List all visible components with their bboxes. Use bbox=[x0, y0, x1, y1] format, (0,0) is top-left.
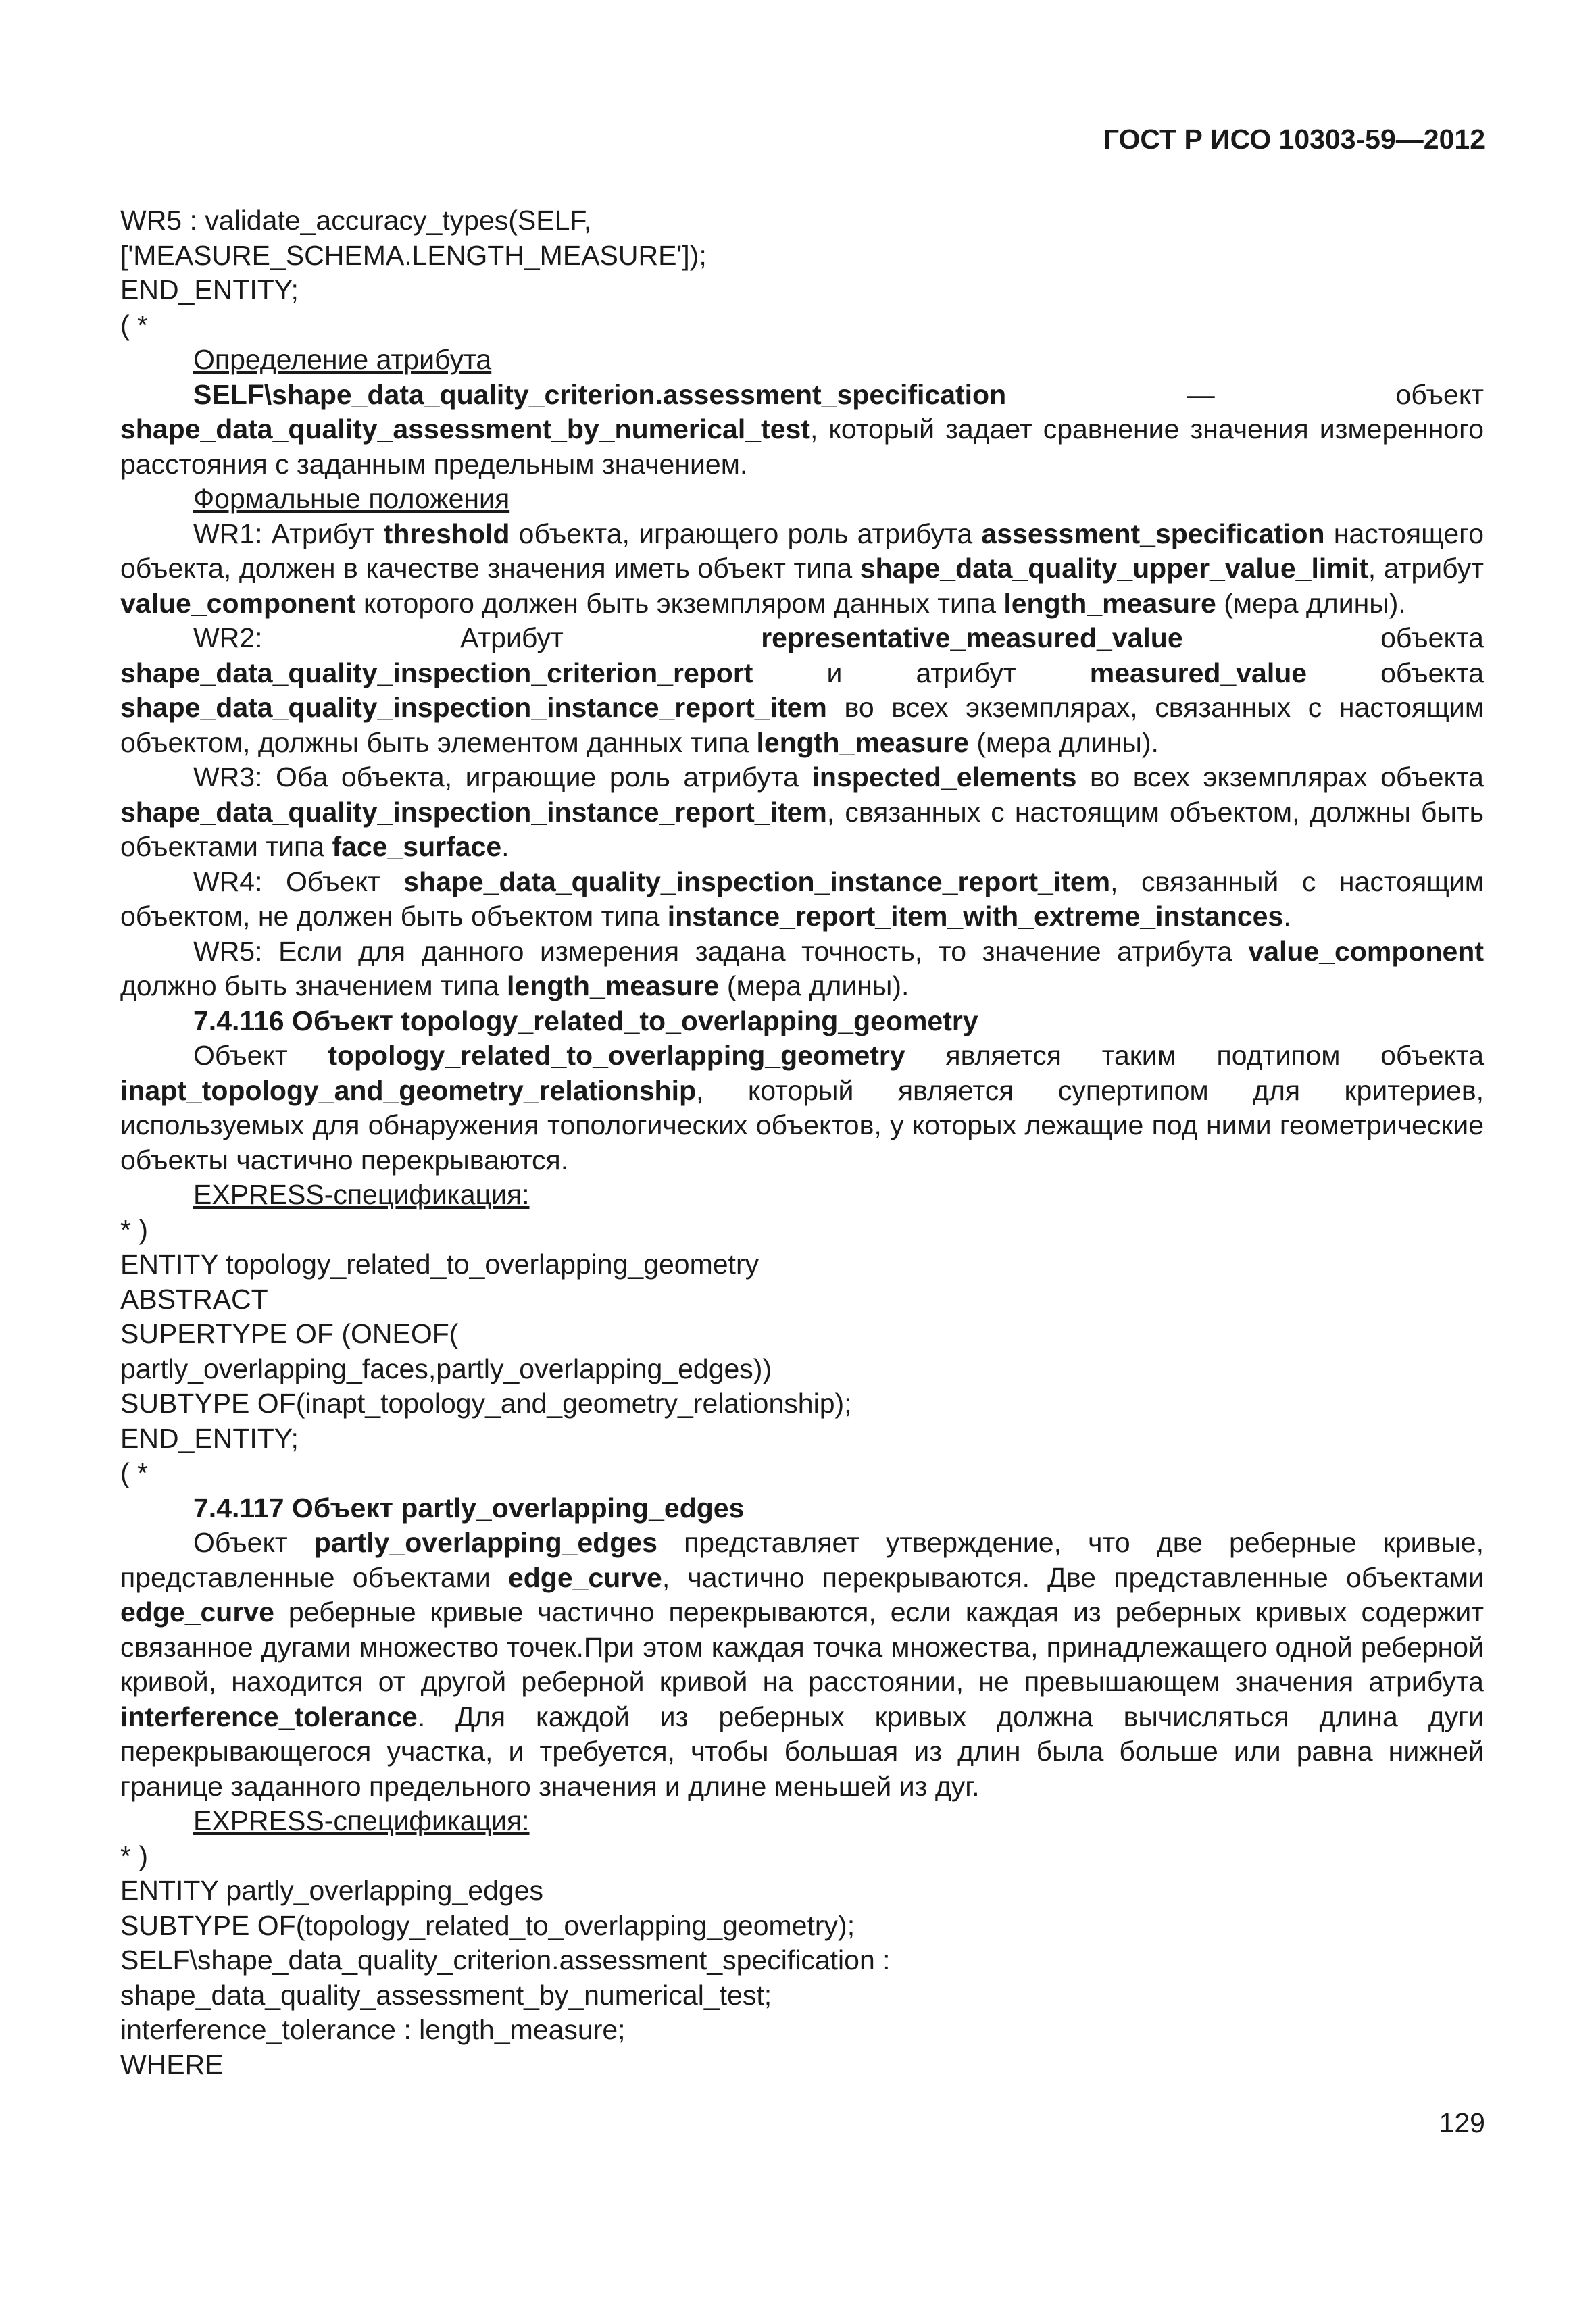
code-line: WR5 : validate_accuracy_types(SELF, bbox=[120, 205, 592, 236]
code-line: SUPERTYPE OF (ONEOF( bbox=[120, 1318, 459, 1349]
code-line: ENTITY partly_overlapping_edges bbox=[120, 1875, 543, 1906]
page-number: 129 bbox=[1439, 2107, 1485, 2138]
section-116-heading: 7.4.116 Объект topology_related_to_overlapping_geometry bbox=[193, 1005, 978, 1036]
rule-wr4: WR4: Объект shape_data_quality_inspection_instance_report_item, связанный с настоящим объектом, не должен быть объектом типа instance_report_item_with_extreme_instances. bbox=[120, 865, 1484, 932]
document-header: ГОСТ Р ИСО 10303-59—2012 bbox=[1103, 124, 1485, 155]
attribute-definition-paragraph: SELF\shape_data_quality_criterion.assessment_specification — объект shape_data_quality_assessment_by_numerical_test, который задает сравнение значения измеренного расстояния с заданным предельным значением. bbox=[120, 378, 1484, 480]
object-name: shape_data_quality_assessment_by_numerical_test bbox=[120, 413, 810, 445]
rule-wr2: WR2: Атрибут representative_measured_value объекта shape_data_quality_inspection_criterion_report и атрибут measured_value объекта shape_data_quality_inspection_instance_report_item во всех экземплярах, связанных с настоящим объектом, должны быть элементом данных типа length_measure (мера длины). bbox=[120, 622, 1484, 758]
code-line: ABSTRACT bbox=[120, 1283, 268, 1315]
code-line: SUBTYPE OF(topology_related_to_overlapping_geometry); bbox=[120, 1909, 855, 1941]
section-117-paragraph: Объект partly_overlapping_edges представляет утверждение, что две реберные кривые, представленные объектами edge_curve, частично перекрываются. Две представленные объектами edge_curve реберные кривые частично перекрываются, если каждая из реберных кривых содержит связанное дугами множество точек.При этом каждая точка множества, принадлежащего одной реберной кривой, находится от другой реберной кривой на расстоянии, не превышающем значения атрибута interference_tolerance. Для каждой из реберных кривых должна вычисляться длина дуги перекрывающегося участка, и требуется, чтобы большая из длин была больше или равна нижней границе заданного предельного значения и длине меньшей из дуг. bbox=[120, 1527, 1484, 1802]
express-spec-label: EXPRESS-спецификация: bbox=[193, 1179, 530, 1210]
code-line: SELF\shape_data_quality_criterion.assessment_specification : bbox=[120, 1944, 891, 1976]
code-line: SUBTYPE OF(inapt_topology_and_geometry_relationship); bbox=[120, 1388, 852, 1419]
code-line: END_ENTITY; bbox=[120, 1422, 299, 1454]
code-line: WHERE bbox=[120, 2048, 224, 2080]
rule-wr5: WR5: Если для данного измерения задана точность, то значение атрибута value_component должно быть значением типа length_measure (мера длины). bbox=[120, 935, 1484, 1001]
code-line: interference_tolerance : length_measure; bbox=[120, 2014, 626, 2045]
code-line: shape_data_quality_assessment_by_numerical_test; bbox=[120, 1979, 772, 2011]
express-spec-label: EXPRESS-спецификация: bbox=[193, 1805, 530, 1836]
code-line: ENTITY topology_related_to_overlapping_geometry bbox=[120, 1249, 759, 1280]
attribute-name: SELF\shape_data_quality_criterion.assessment_specification bbox=[193, 378, 1007, 410]
code-line: * ) bbox=[120, 1840, 148, 1871]
code-line: ( * bbox=[120, 309, 148, 341]
section-117-heading: 7.4.117 Объект partly_overlapping_edges bbox=[193, 1492, 745, 1524]
code-line: ( * bbox=[120, 1457, 148, 1488]
code-line: END_ENTITY; bbox=[120, 274, 299, 305]
code-line: * ) bbox=[120, 1213, 148, 1245]
rule-wr1: WR1: Атрибут threshold объекта, играющего роль атрибута assessment_specification настоящего объекта, должен в качестве значения иметь объект типа shape_data_quality_upper_value_limit, атрибут value_component которого должен быть экземпляром данных типа length_measure (мера длины). bbox=[120, 518, 1484, 619]
code-line: ['MEASURE_SCHEMA.LENGTH_MEASURE']); bbox=[120, 239, 707, 271]
code-line: partly_overlapping_faces,partly_overlapping_edges)) bbox=[120, 1353, 772, 1384]
rule-wr3: WR3: Оба объекта, играющие роль атрибута inspected_elements во всех экземплярах объекта shape_data_quality_inspection_instance_report_item, связанных с настоящим объектом, должны быть объектами типа face_surface. bbox=[120, 761, 1484, 862]
page-content bbox=[120, 203, 1484, 2082]
section-116-paragraph: Объект topology_related_to_overlapping_geometry является таким подтипом объекта inapt_topology_and_geometry_relationship, который является супертипом для критериев, используемых для обнаружения топологических объектов, у которых лежащие под ними геометрические объекты частично перекрываются. bbox=[120, 1040, 1484, 1176]
formal-propositions-heading: Формальные положения bbox=[193, 483, 510, 514]
attribute-definition-heading: Определение атрибута bbox=[193, 344, 492, 375]
